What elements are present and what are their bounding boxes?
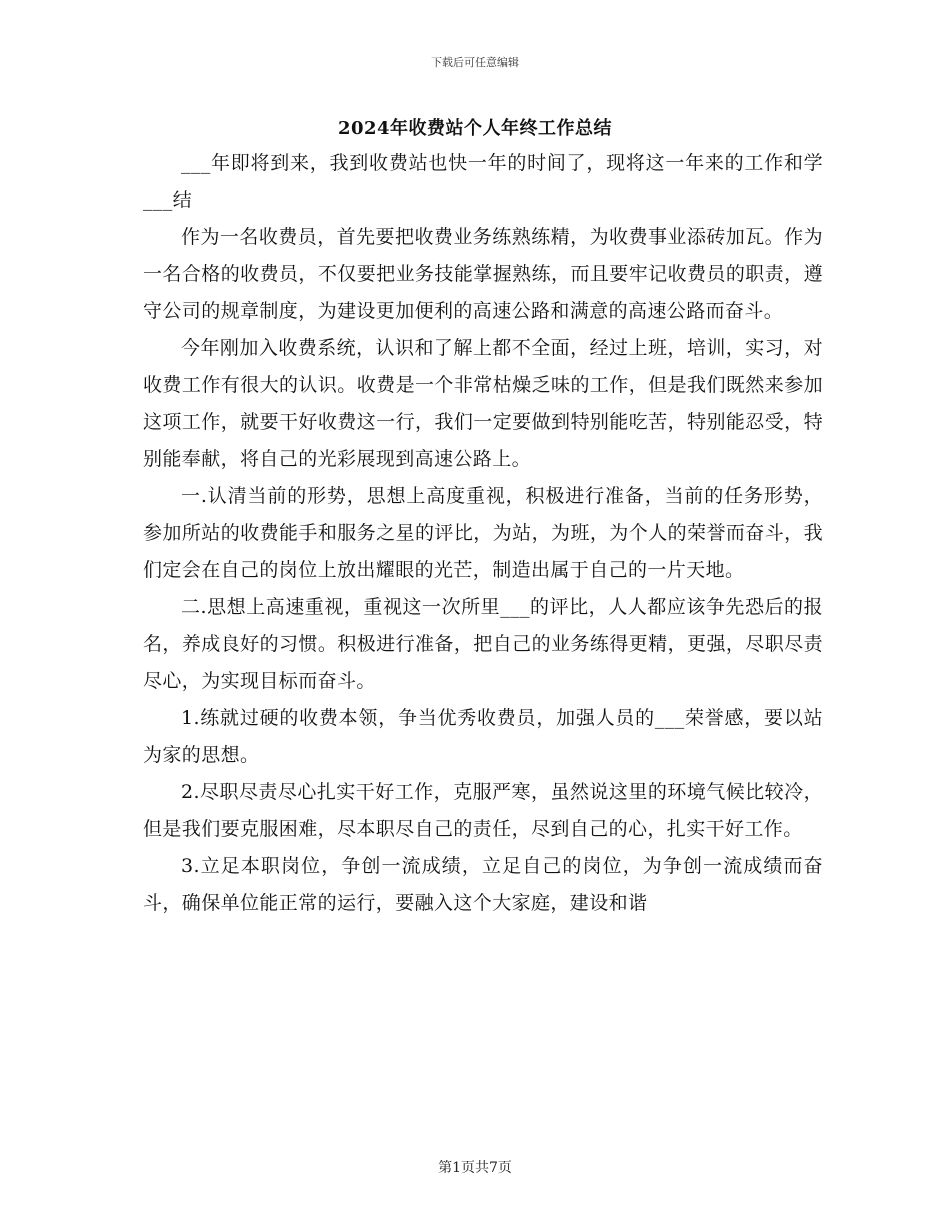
paragraph-item-3: 3.立足本职岗位，争创一流成绩，立足自己的岗位，为争创一流成绩而奋斗，确保单位能正常的运行，要融入这个大家庭，建设和谐 — [143, 855, 823, 914]
page-number-footer: 第1页共7页 — [438, 1160, 512, 1176]
paragraph-duty: 作为一名收费员，首先要把收费业务练熟练精，为收费事业添砖加瓦。作为一名合格的收费员，不仅要把业务技能掌握熟练，而且要牢记收费员的职责，遵守公司的规章制度，为建设更加便利的高速公路和满意的高速公路而奋斗。 — [143, 226, 823, 322]
paragraph-section-2: 二.思想上高速重视，重视这一次所里___的评比，人人都应该争先恐后的报名，养成良好的习惯。积极进行准备，把自己的业务练得更精，更强，尽职尽责尽心，为实现目标而奋斗。 — [143, 596, 823, 692]
paragraph-section-1: 一.认清当前的形势，思想上高度重视，积极进行准备，当前的任务形势，参加所站的收费能手和服务之星的评比，为站，为班，为个人的荣誉而奋斗，我们定会在自己的岗位上放出耀眼的光芒，制造出属于自己的一片天地。 — [143, 485, 823, 581]
paragraph-item-1: 1.练就过硬的收费本领，争当优秀收费员，加强人员的___荣誉感，要以站为家的思想。 — [143, 707, 823, 766]
paragraph-experience: 今年刚加入收费系统，认识和了解上都不全面，经过上班，培训，实习，对收费工作有很大的认识。收费是一个非常枯燥乏味的工作，但是我们既然来参加这项工作，就要干好收费这一行，我们一定要做到特别能吃苦，特别能忍受，特别能奉献，将自己的光彩展现到高速公路上。 — [143, 337, 823, 470]
header-note: 下载后可任意编辑 — [431, 56, 519, 69]
paragraph-intro: ___年即将到来，我到收费站也快一年的时间了，现将这一年来的工作和学___结 — [143, 152, 823, 211]
document-title: 2024年收费站个人年终工作总结 — [337, 118, 613, 139]
paragraph-item-2: 2.尽职尽责尽心扎实干好工作，克服严寒，虽然说这里的环境气候比较冷，但是我们要克服困难，尽本职尽自己的责任，尽到自己的心，扎实干好工作。 — [143, 781, 823, 840]
document-body — [143, 145, 823, 922]
